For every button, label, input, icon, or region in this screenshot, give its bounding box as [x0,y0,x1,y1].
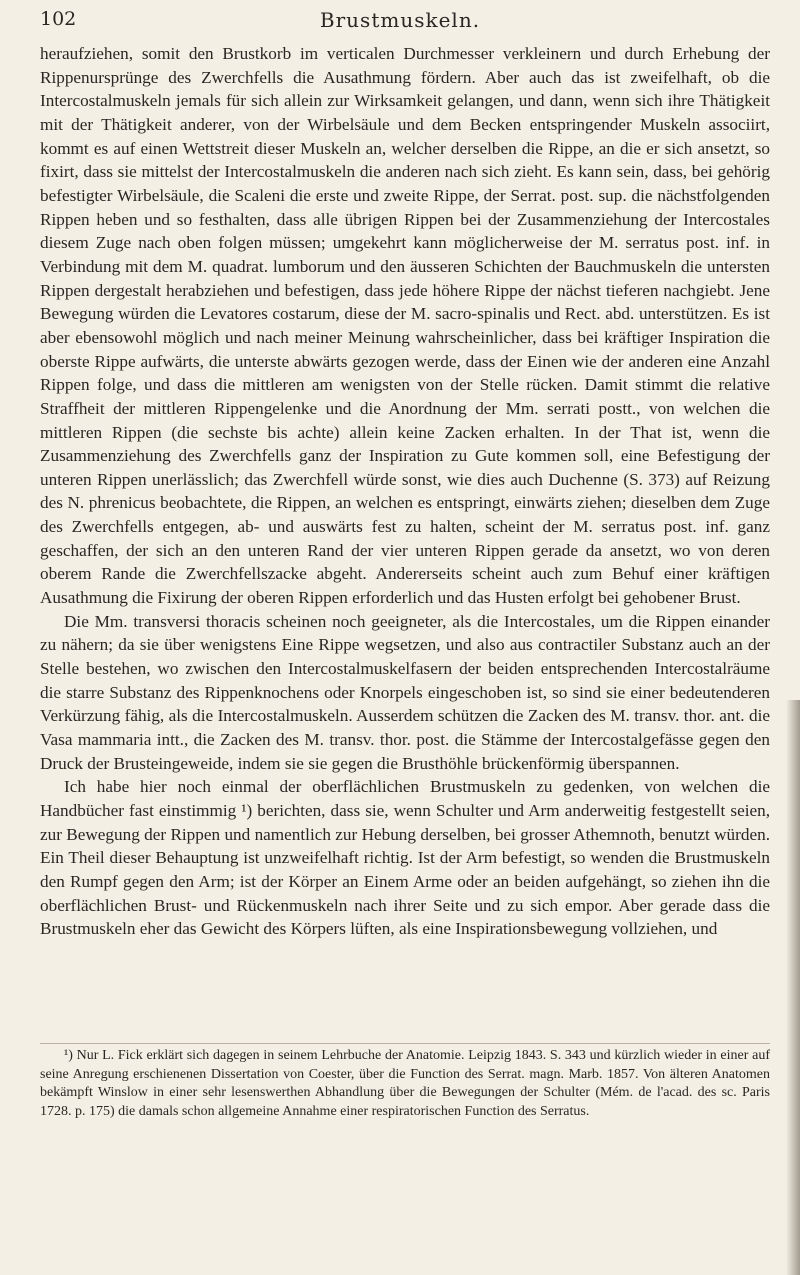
paragraph-3: Ich habe hier noch einmal der oberflächlichen Brustmuskeln zu gedenken, von welchen die Handbücher fast einstimmig ¹) berichten, dass sie, wenn Schulter und Arm anderweitig festgestellt seien, zur Bewegung der Rippen und namentlich zur Hebung derselben, bei grosser Athemnoth, benutzt würden. Ein Theil dieser Behauptung ist unzweifelhaft richtig. Ist der Arm befestigt, so wenden die Brustmuskeln den Rumpf gegen den Arm; ist der Körper an Einem Arme oder an beiden aufgehängt, so ziehen ihn die oberflächlichen Brust- und Rückenmuskeln nach ihrer Seite und zu sich empor. Aber gerade dass die Brustmuskeln eher das Gewicht des Körpers lüften, als eine Inspirationsbewegung vollziehen, und [40,777,770,939]
body-text [40,42,770,941]
page-header [40,8,760,42]
running-head: Brustmuskeln. [319,8,481,32]
footnote-rule [40,1043,770,1044]
paragraph-2: Die Mm. transversi thoracis scheinen noch geeigneter, als die Intercostales, um die Rippen einander zu nähern; da sie über wenigstens Eine Rippe wegsetzen, und also aus contractiler Substanz auch an der Stelle bestehen, wo zwischen den Intercostalmuskelfasern der beiden entsprechenden Intercostalräume die starre Substanz des Rippenknochens oder Knorpels eingeschoben ist, so sind sie einer bedeutenderen Verkürzung fähig, als die Intercostalmuskeln. Ausserdem schützen die Zacken des M. transv. thor. ant. die Vasa mammaria intt., die Zacken des M. transv. thor. post. die Stämme der Intercostalgefässe gegen den Druck der Brusteingeweide, indem sie sie gegen die Brusthöhle brückenförmig überspannen. [40,611,770,773]
paragraph-1: heraufziehen, somit den Brustkorb im verticalen Durchmesser verkleinern und durch Erhebung der Rippenursprünge des Zwerchfells die Ausathmung fördern. Aber auch das ist zweifelhaft, ob die Intercostalmuskeln jemals für sich allein zur Wirksamkeit gelangen, und dann, wenn sich ihre Thätigkeit mit der Thätigkeit anderer, von der Wirbelsäule und dem Becken entspringender Muskeln associirt, kommt es auf einen Wettstreit dieser Muskeln an, welcher derselben die Rippe, an die er sich ansetzt, so fixirt, dass sie mittelst der Intercostalmuskeln die anderen nach sich zieht. Es kann sein, dass, bei gehörig befestigter Wirbelsäule, die Scaleni die erste und zweite Rippe, der Serrat. post. sup. die nächstfolgenden Rippen heben und so festhalten, dass alle übrigen Rippen bei der Zusammenziehung der Intercostales diesem Zuge nach oben folgen müssen; umgekehrt kann möglicherweise der M. serratus post. inf. in Verbindung mit dem M. quadrat. lumborum und den äusseren Schichten der Bauchmuskeln die untersten Rippen dergestalt herabziehen und befestigen, dass jede höhere Rippe der nächst tieferen nachgiebt. Jene Bewegung würden die Levatores costarum, diese der M. sacro-spinalis und Rect. abd. unterstützen. Es ist aber ebensowohl möglich und nach meiner Meinung wahrscheinlicher, dass bei kräftiger Inspiration die oberste Rippe aufwärts, die unterste abwärts gezogen werde, dass der Einen wie der anderen eine Anzahl Rippen folge, und dass die mittleren am wenigsten von der Stelle rücken. Damit stimmt die relative Straffheit der mittleren Rippengelenke und die Anordnung der Mm. serrati postt., von welchen die mittleren Rippen (die sechste bis achte) allein keine Zacken erhalten. In der That ist, wenn die Zusammenziehung des Zwerchfells ganz der Inspiration zu Gute kommen soll, eine Befestigung der unteren Rippen unerlässlich; das Zwerchfell würde sonst, wie dies auch Duchenne (S. 373) auf Reizung des N. phrenicus beobachtete, die Rippen, an welchen es entspringt, einwärts ziehen; dieselben dem Zuge des Zwerchfells entgegen, ab- und auswärts fest zu halten, scheint der M. serratus post. inf. ganz geschaffen, der sich an den unteren Rand der vier unteren Rippen gerade da ansetzt, wo von deren oberem Rande die Zwerchfellszacke abgeht. Andererseits scheint auch zum Behuf einer kräftigen Ausathmung die Fixirung der oberen Rippen erforderlich und das Husten erfolgt bei gehobener Brust. [40,44,770,608]
page-edge-shadow [786,700,800,1275]
footnote: ¹) Nur L. Fick erklärt sich dagegen in seinem Lehrbuche der Anatomie. Leipzig 1843. S. 343 und kürzlich wieder in einer auf seine Anregung erschienenen Dissertation von Coester, über die Function des Serrat. magn. Marb. 1857. Von älteren Anatomen bekämpft Winslow in einer sehr lesenswerthen Abhandlung über die Bewegungen der Schulter (Mém. de l'acad. des sc. Paris 1728. p. 175) die damals schon allgemeine Annahme einer respiratorischen Function des Serratus. [40,1048,770,1119]
page-number: 102 [40,8,77,30]
